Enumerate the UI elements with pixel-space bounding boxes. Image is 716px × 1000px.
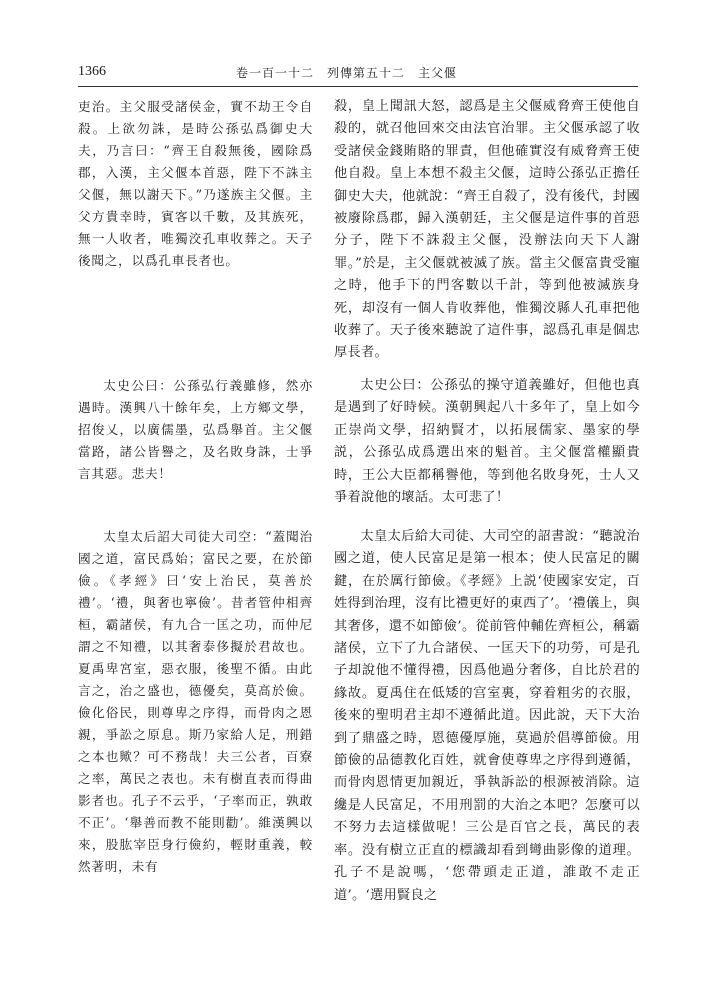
- modern-translation-block-1: [334, 96, 640, 365]
- classical-paragraph: 太史公曰：公孫弘行義雖修，然亦遇時。漢興八十餘年矣，上方鄉文學，招俊乂，以廣儒墨，弘爲舉首。主父偃當路，諸公皆譽之，及名敗身誅，士爭言其惡。悲夫！: [78, 378, 313, 481]
- classical-text-block-1: [78, 96, 313, 272]
- modern-paragraph: 太皇太后給大司徒、大司空的詔書說：“聽說治國之道，使人民富足是第一根本；使人民富足的關鍵，在於厲行節儉。《孝經》上説‘使國家安定，百姓得到治理，沒有比禮更好的東西了’。‘禮儀上，與其奢侈，還不如節儉’。從前管仲輔佐齊桓公，稱霸諸侯，立下了九合諸侯、一匡天下的功勞，可是孔子却說他不懂得禮，因爲他過分奢侈，自比於君的緣故。夏禹住在低矮的宫室裏，穿着粗劣的衣服，後來的聖明君主却不遵循此道。因此說，天下大治到了鼎盛之時，恩德優厚施，莫過於倡導節儉。用節儉的品德教化百姓，就會使尊卑之序得到遵循，而骨肉恩情更加親近，爭執訴訟的根源被消除。這纔是人民富足，不用刑罰的大治之本吧？怎麼可以不努力去這樣做呢！三公是百官之長，萬民的表率。没有樹立正直的標識却看到彎曲影像的道理。孔子不是說嗎，‘您帶頭走正道，誰敢不走正道’。‘選用賢良之: [334, 529, 640, 903]
- modern-paragraph: 太史公曰：公孫弘的操守道義雖好，但他也真是遇到了好時候。漢朝興起八十多年了，皇上如今正崇尚文學，招納賢才，以拓展儒家、墨家的學説，公孫弘成爲選出來的魁首。主父偃當權顯貴時，王公大臣都稱譽他，等到他名敗身死，士人又爭着說他的壞話。太可悲了！: [334, 378, 640, 506]
- classical-text-block-2: [78, 375, 313, 485]
- modern-paragraph: 殺，皇上聞訊大怒，認爲是主父偃威脅齊王使他自殺的，就召他回來交由法官治罪。主父偃承認了收受諸侯金錢賄賂的罪責，但他確實沒有威脅齊王使他自殺。皇上本想不殺主父偃，這時公孫弘正擔任御史大夫，他就說：“齊王自殺了，没有後代，封國被廢除爲郡，歸入漢朝廷，主父偃是這件事的首惡分子，陛下不誅殺主父偃，没辦法向天下人謝罪。”於是，主父偃就被滅了族。當主父偃富貴受寵之時，他手下的門客數以千計，等到他被滅族身死，却沒有一個人肯收葬他，惟獨洨縣人孔車把他收葬了。天子後來聽說了這件事，認爲孔車是個忠厚長者。: [334, 99, 640, 361]
- classical-paragraph: 太皇太后詔大司徒大司空：“蓋聞治國之道，富民爲始；富民之要，在於節儉。《孝經》曰‘安上治民，莫善於禮’。‘禮，與奢也寧儉’。昔者管仲相齊桓，霸諸侯，有九合一匡之功，而仲尼謂之不知禮，以其奢泰侈擬於君故也。夏禹卑宮室，惡衣服，後聖不循。由此言之，治之盛也，德優矣，莫高於儉。儉化俗民，則尊卑之序得，而骨肉之恩親，爭訟之原息。斯乃家給人足，刑錯之本也歟？可不務哉！夫三公者，百寮之率，萬民之表也。未有樹直表而得曲影者也。孔子不云乎，‘子率而正，孰敢不正’。‘舉善而教不能則勸’。維漢興以來，股肱宰臣身行儉約，輕財重義，較然著明，未有: [78, 529, 313, 874]
- modern-translation-block-3: [334, 526, 640, 907]
- classical-text-block-3: [78, 526, 313, 878]
- page-number: 1366: [78, 64, 106, 79]
- page-header: [78, 62, 638, 87]
- modern-translation-block-2: [334, 375, 640, 509]
- running-head: 卷一百一十二 列傳第五十二 主父偃: [236, 66, 458, 80]
- classical-paragraph: 吏治。主父服受諸侯金，實不劫王令自殺。上欲勿誅，是時公孫弘爲御史大夫，乃言曰：“齊王自殺無後，國除爲郡，入漢，主父偃本首惡，陛下不誅主父偃，無以謝天下。”乃遂族主父偃。主父方貴幸時，賓客以千數，及其族死，無一人收者，唯獨洨孔車收葬之。天子後聞之，以爲孔車長者也。: [78, 99, 313, 268]
